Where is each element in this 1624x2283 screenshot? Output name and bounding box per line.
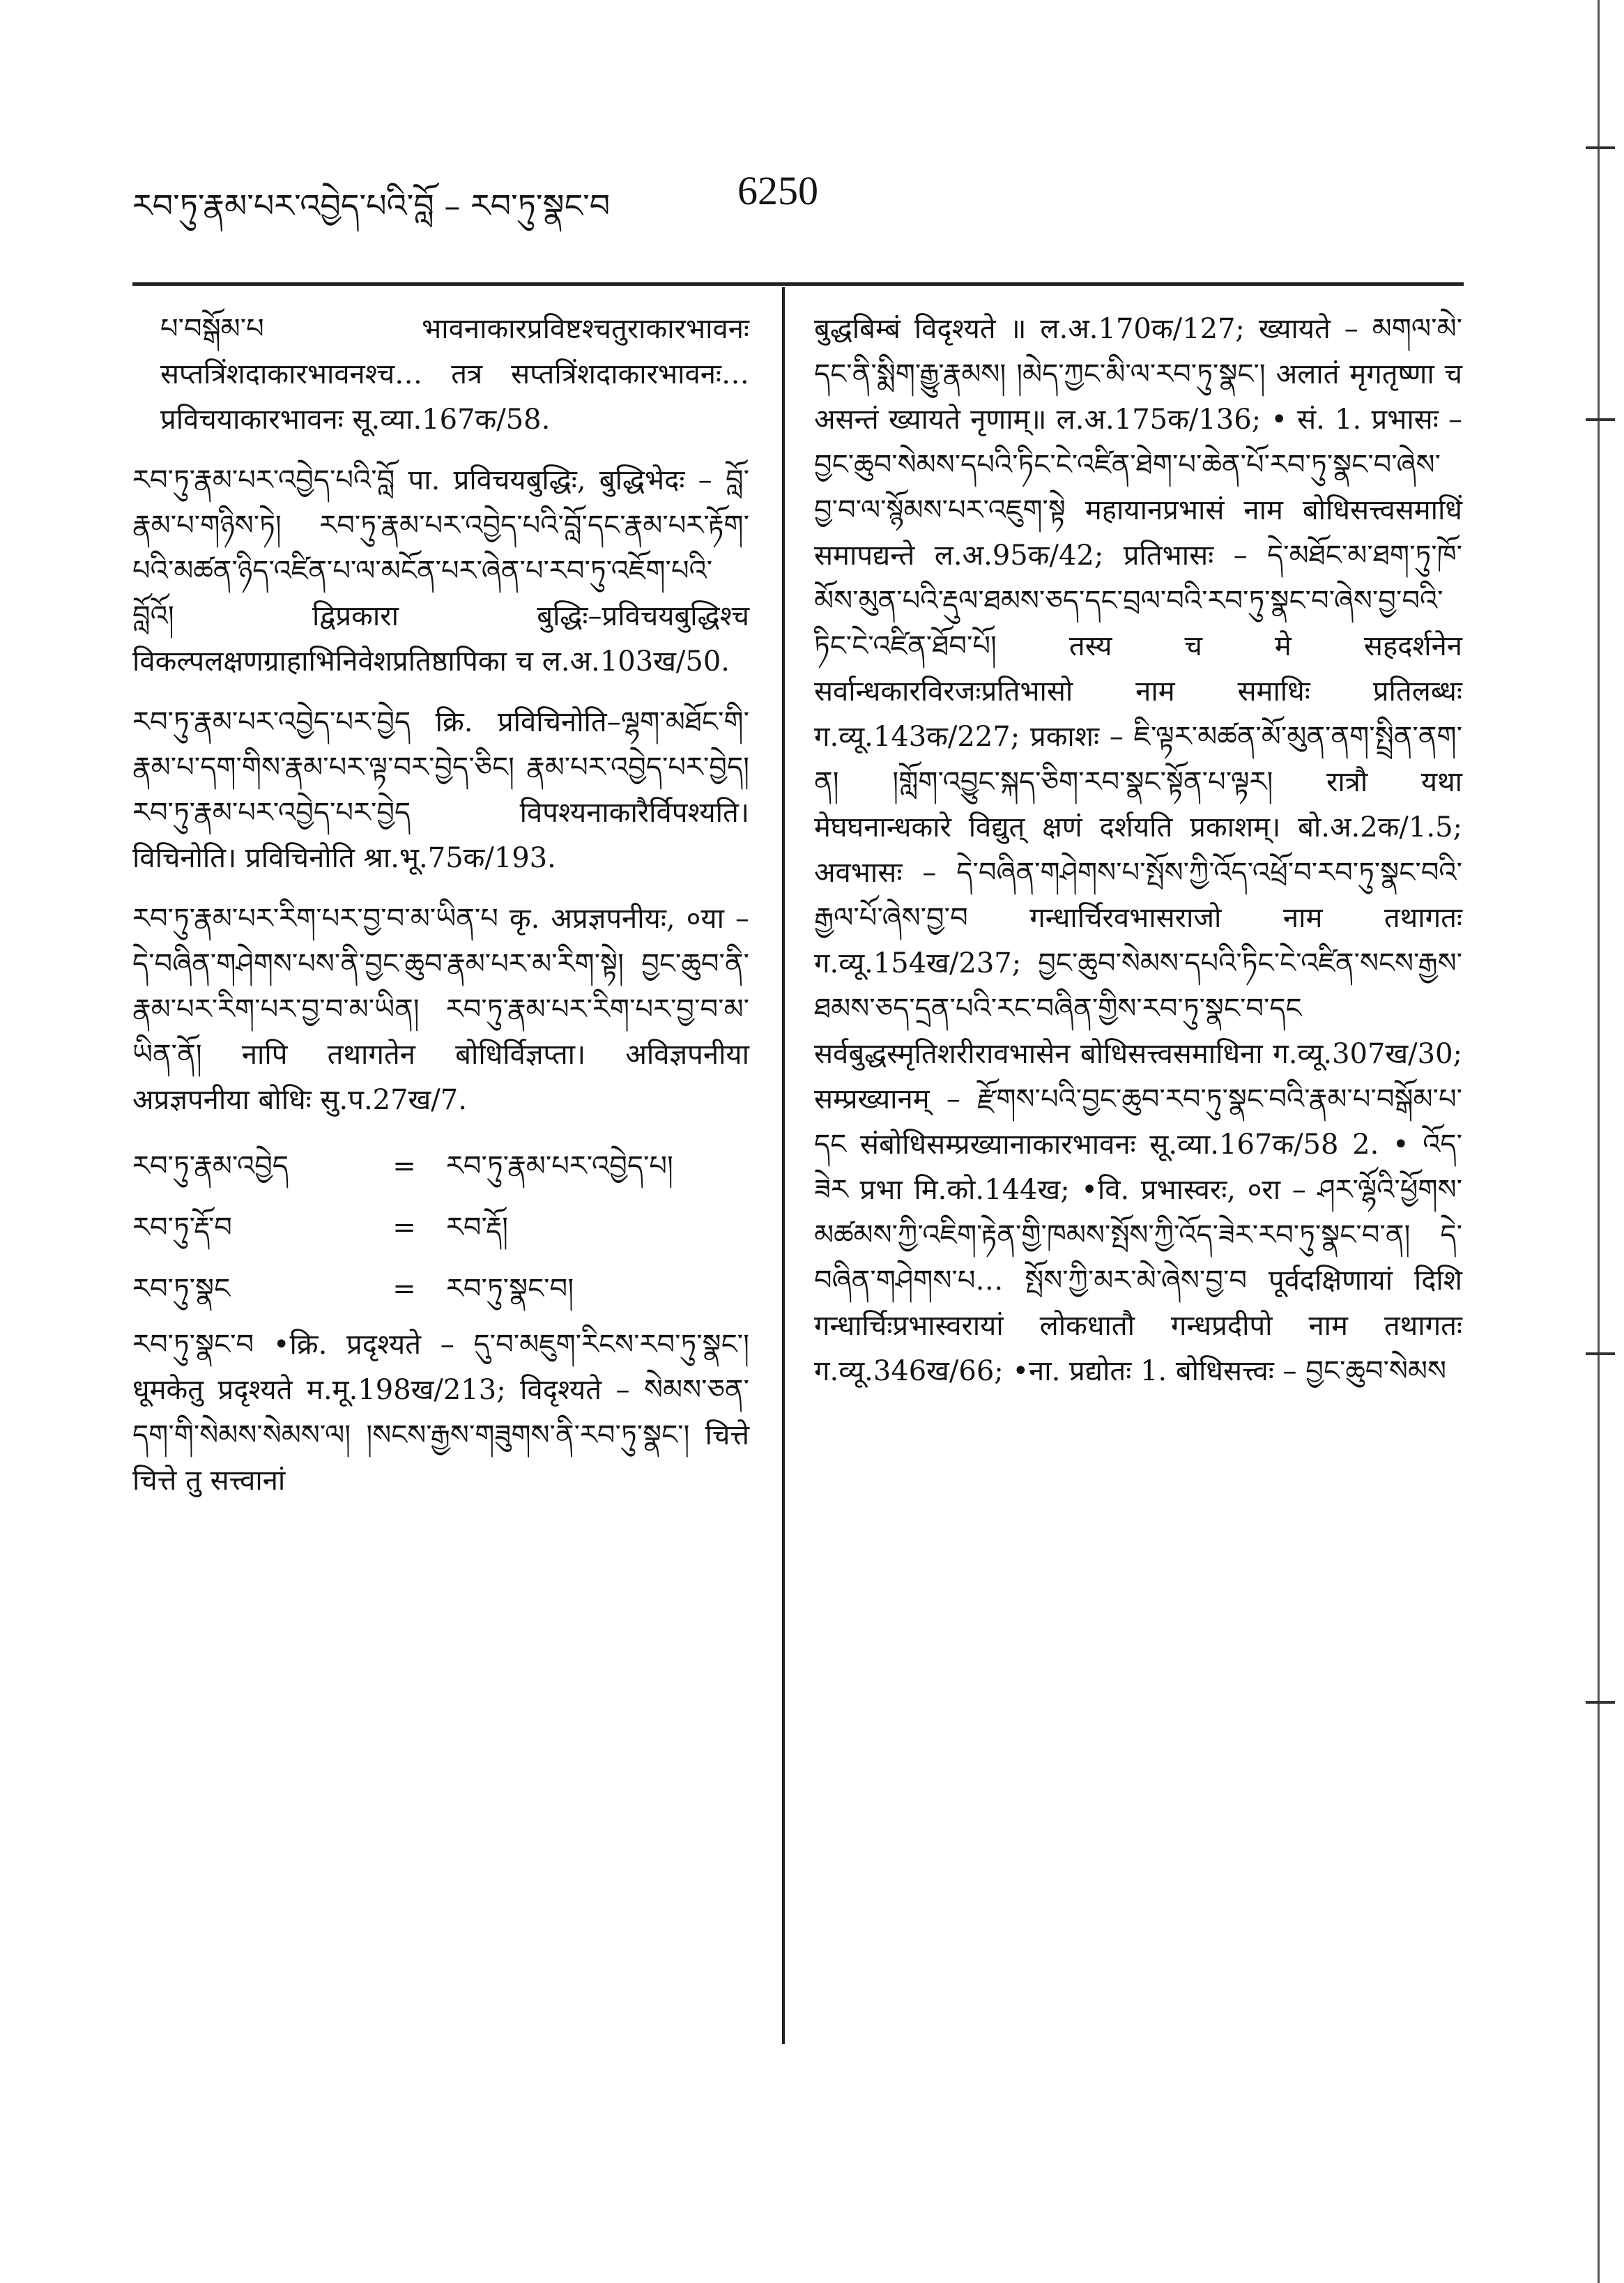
cross-reference [132, 1138, 749, 1194]
dictionary-entry: པ་བསྒོམ་པ भावनाकारप्रविष्टश्चतुराकारभावनः सप्तत्रिंशदाकारभावनश्च… तत्र सप्तत्रिंशदाकारभावनः…प्रविचयाकारभावनः सू.व्या.167क/58. [160, 313, 749, 436]
xref-target: རབ་ཏུ་རྣམ་པར་འབྱེད་པ། [446, 1150, 673, 1182]
dictionary-entry: རབ་ཏུ་རྣམ་པར་རིག་པར་བྱ་བ་མ་ཡིན་པ कृ. अप्रज्ञपनीयः, ०या – དེ་བཞིན་གཤེགས་པས་ནི་བྱང་ཆུབ་རྣམ་པར་མ་རིག་སྟེ། བྱང་ཆུབ་ནི་རྣམ་པར་རིག་པར་བྱ་བ་མ་ཡིན། རབ་ཏུ་རྣམ་པར་རིག་པར་བྱ་བ་མ་ཡིན་ནོ། नापि तथागतेन बोधिर्विज्ञप्ता। अविज्ञपनीया अप्रज्ञपनीया बोधिः सु.प.27ख/7. [132, 903, 749, 1116]
dictionary-entry: རབ་ཏུ་སྣང་བ •क्रि. प्रदृश्यते – དུ་བ་མཇུག་རིངས་རབ་ཏུ་སྣང་། धूमकेतु प्रदृश्यते म.मू.198ख/213; विदृश्यते – སེམས་ཅན་དག་གི་སེམས་སེམས་ལ། །སངས་རྒྱས་གཟུགས་ནི་རབ་ཏུ་སྣང་། चित्ते चित्ते तु सत्त्वानां [132, 1329, 749, 1497]
xref-term: རབ་ཏུ་སྣང [132, 1273, 231, 1305]
header-rule [132, 282, 1464, 286]
dictionary-entry: बुद्धबिम्बं विदृश्यते ॥ ल.अ.170क/127; ख्यायते – མགལ་མེ་དང་ནི་སྨིག་རྒྱུ་རྣམས། །མེད་ཀྱང་མི་ལ་རབ་ཏུ་སྣང་། अलातं मृगतृष्णा च असन्तं ख्यायते नृणाम्॥ ल.अ.175क/136; • सं. 1. प्रभासः – བྱང་ཆུབ་སེམས་དཔའི་ཏིང་ངེ་འཛིན་ཐེག་པ་ཆེན་པོ་རབ་ཏུ་སྣང་བ་ཞེས་བྱ་བ་ལ་སྙོམས་པར་འཇུག་སྟེ महायानप्रभासं नाम बोधिसत्त्वसमाधिं समापद्यन्ते ल.अ.95क/42; प्रतिभासः – དེ་མཐོང་མ་ཐག་ཏུ་ཁོ་མོས་མུན་པའི་རྡུལ་ཐམས་ཅད་དང་བྲལ་བའི་རབ་ཏུ་སྣང་བ་ཞེས་བྱ་བའི་ཏིང་ངེ་འཛིན་ཐོབ་པོ། तस्य च मे सहदर्शनेन सर्वान्धकारविरजःप्रतिभासो नाम समाधिः प्रतिलब्धः ग.व्यू.143क/227; प्रकाशः – ཇི་ལྟར་མཚན་མོ་མུན་ནག་སྤྲིན་ནག་ན། །གློག་འབྱུང་སྐད་ཅིག་རབ་སྣང་སྟོན་པ་ལྟར། रात्रौ यथा मेघघनान्धकारे विद्युत् क्षणं दर्शयति प्रकाशम्। बो.अ.2क/1.5; अवभासः – དེ་བཞིན་གཤེགས་པ་སྤོས་ཀྱི་འོད་འཕྲོ་བ་རབ་ཏུ་སྣང་བའི་རྒྱལ་པོ་ཞེས་བྱ་བ गन्धार्चिरवभासराजो नाम तथागतः ग.व्यू.154ख/237; བྱང་ཆུབ་སེམས་དཔའི་ཏིང་ངེ་འཛིན་སངས་རྒྱས་ཐམས་ཅད་དྲན་པའི་རང་བཞིན་གྱིས་རབ་ཏུ་སྣང་བ་དང सर्वबुद्धस्मृतिशरीरावभासेन बोधिसत्त्वसमाधिना ग.व्यू.307ख/30; सम्प्रख्यानम् – རྫོགས་པའི་བྱང་ཆུབ་རབ་ཏུ་སྣང་བའི་རྣམ་པ་བསྒོམ་པ་དང संबोधिसम्प्रख्यानाकारभावनः सू.व्या.167क/58 2. • འོད་ཟེར प्रभा मि.को.144ख; •वि. प्रभास्वरः, ०रा – ཤར་ལྷོའི་ཕྱོགས་མཚམས་ཀྱི་འཇིག་རྟེན་གྱི་ཁམས་སྤོས་ཀྱི་འོད་ཟེར་རབ་ཏུ་སྣང་བ་ན། དེ་བཞིན་གཤེགས་པ… སྤོས་ཀྱི་མར་མེ་ཞེས་བྱ་བ पूर्वदक्षिणायां दिशि गन्धार्चिःप्रभास्वरायां लोकधातौ गन्धप्रदीपो नाम तथागतः ग.व्यू.346ख/66; •ना. प्रद्योतः 1. बोधिसत्त्वः – བྱང་ཆུབ་སེམས [814, 313, 1462, 1387]
xref-sign: = [392, 1212, 416, 1244]
xref-sign: = [392, 1273, 416, 1305]
left-column [132, 307, 749, 1519]
running-header: རབ་ཏུ་རྣམ་པར་འབྱེད་པའི་བློ – རབ་ཏུ་སྣང་བ [132, 187, 611, 224]
scan-edge-mark [1586, 418, 1615, 421]
scan-edge-mark [1586, 1352, 1615, 1355]
right-column [814, 307, 1462, 1410]
dictionary-entry: རབ་ཏུ་རྣམ་པར་འབྱེད་པར་བྱེད क्रि. प्रविचिनोति–ལྷག་མཐོང་གི་རྣམ་པ་དག་གིས་རྣམ་པར་ལྟ་བར་བྱེད་ཅིང། རྣམ་པར་འབྱེད་པར་བྱེད། རབ་ཏུ་རྣམ་པར་འབྱེད་པར་བྱེད विपश्यनाकारैर्विपश्यति। विचिनोति। प्रविचिनोति श्रा.भू.75क/193. [132, 706, 749, 874]
cross-reference [132, 1200, 749, 1255]
xref-target: རབ་ཏུ་སྣང་བ། [446, 1273, 574, 1305]
scan-edge-mark [1586, 146, 1615, 149]
page-number: 6250 [737, 168, 818, 213]
xref-term: རབ་ཏུ་རྣམ་འབྱེད [132, 1150, 289, 1182]
column-divider [782, 287, 785, 2044]
xref-target: རབ་རྡོ། [446, 1212, 508, 1244]
scan-edge [1598, 0, 1600, 2283]
cross-reference [132, 1261, 749, 1317]
dictionary-entry: རབ་ཏུ་རྣམ་པར་འབྱེད་པའི་བློ पा. प्रविचयबुद्धिः, बुद्धिभेदः – བློ་རྣམ་པ་གཉིས་ཏེ། རབ་ཏུ་རྣམ་པར་འབྱེད་པའི་བློ་དང་རྣམ་པར་རྟོག་པའི་མཚན་ཉིད་འཛིན་པ་ལ་མངོན་པར་ཞེན་པ་རབ་ཏུ་འཇོག་པའི་བློའོ། द्विप्रकारा बुद्धिः–प्रविचयबुद्धिश्च विकल्पलक्षणग्राहाभिनिवेशप्रतिष्ठापिका च ल.अ.103ख/50. [132, 464, 750, 678]
xref-sign: = [392, 1150, 416, 1182]
scan-edge-mark [1586, 1701, 1615, 1704]
xref-term: རབ་ཏུ་རྡོ་བ [132, 1212, 232, 1244]
